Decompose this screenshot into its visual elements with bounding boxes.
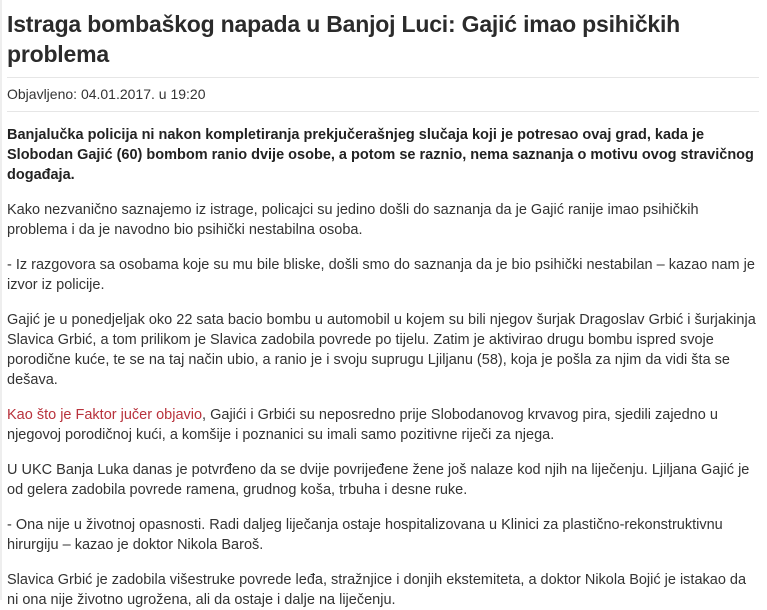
paragraph-7: Slavica Grbić je zadobila višestruke povrede leđa, stražnjice i donjih ekstemiteta, a doktor Nikola Bojić je istakao da ni ona nije životno ugrožena, ali da ostaje i dalje na liječenju. [7, 572, 747, 608]
left-border [0, 0, 2, 600]
title-divider [7, 77, 759, 78]
published-label: Objavljeno: [7, 86, 78, 102]
paragraph-3: Gajić je u ponedjeljak oko 22 sata bacio bombu u automobil u kojem su bili njegov šurjak Dragoslav Grbić i šurjakinja Slavica Grbić, a tom prilikom je Slavica zadobila povrede po tijelu. Zatim je aktivirao drugu bombu ispred svoje porodične kuće, te se na taj način ubio, a ranio je i svoju suprugu Ljiljanu (58), koja je pošla za njim da vidi šta se dešava. [7, 312, 756, 388]
article-lead: Banjalučka policija ni nakon kompletiranja prekjučerašnjeg slučaja koji je potresao ovaj grad, kada je Slobodan Gajić (60) bombom ranio dvije osobe, a potom se raznio, nema saznanja o motivu ovog stravičnog događaja. [7, 127, 754, 183]
paragraph-2: - Iz razgovora sa osobama koje su mu bile bliske, došli smo do saznanja da je bio psihički nestabilan – kazao nam je izvor iz policije. [7, 257, 755, 293]
paragraph-4 [7, 405, 759, 445]
article-title: Istraga bombaškog napada u Banjoj Luci: Gajić imao psihičkih problema [7, 11, 681, 67]
faktor-article-link[interactable]: Kao što je Faktor jučer objavio [7, 407, 203, 423]
published-date: 04.01.2017. u 19:20 [80, 86, 206, 102]
paragraph-5: U UKC Banja Luka danas je potvrđeno da se dvije povrijeđene žene još nalaze kod njih na liječenju. Ljiljana Gajić je od gelera zadobila povrede ramena, grudnog koša, trbuha i desne ruke. [7, 462, 750, 498]
paragraph-4-text: , Gajići i Grbići su neposredno prije Slobodanovog krvavog pira, sjedili zajedno u njegovoj porodičnoj kući, a komšije i poznanici su imali samo pozitivne riječi za njega. [7, 407, 718, 443]
paragraph-1: Kako nezvanično saznajemo iz istrage, policajci su jedino došli do saznanja da je Gajić ranije imao psihičkih problema i da je navodno bio psihički nestabilna osoba. [7, 202, 699, 238]
meta-divider [7, 111, 759, 112]
paragraph-6: - Ona nije u životnoj opasnosti. Radi daljeg liječanja ostaje hospitalizovana u Klinici za plastično-rekonstruktivnu hirurgiju – kazao je doktor Nikola Baroš. [7, 517, 723, 553]
publish-meta [7, 85, 759, 103]
article [7, 0, 759, 610]
